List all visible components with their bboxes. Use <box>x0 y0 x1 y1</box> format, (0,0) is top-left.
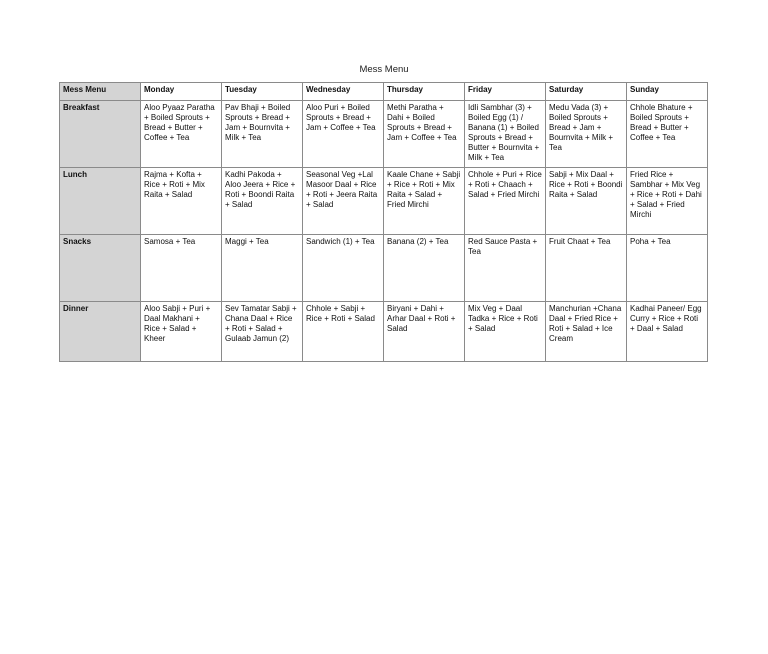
table-row-lunch <box>60 168 708 235</box>
table-row-dinner <box>60 302 708 362</box>
day-header-saturday: Saturday <box>546 83 627 101</box>
day-header-friday: Friday <box>465 83 546 101</box>
menu-cell: Kaale Chane + Sabji + Rice + Roti + Mix Raita + Salad + Fried Mirchi <box>384 168 465 235</box>
table-row-breakfast <box>60 101 708 168</box>
menu-cell: Red Sauce Pasta + Tea <box>465 235 546 302</box>
menu-cell: Mix Veg + Daal Tadka + Rice + Roti + Salad <box>465 302 546 362</box>
menu-cell: Kadhai Paneer/ Egg Curry + Rice + Roti + Daal + Salad <box>627 302 708 362</box>
menu-cell: Methi Paratha + Dahi + Boiled Sprouts + Bread + Jam + Coffee + Tea <box>384 101 465 168</box>
menu-cell: Sabji + Mix Daal + Rice + Roti + Boondi Raita + Salad <box>546 168 627 235</box>
menu-cell: Medu Vada (3) + Boiled Sprouts + Bread + Jam + Bournvita + Milk + Tea <box>546 101 627 168</box>
menu-cell: Aloo Puri + Boiled Sprouts + Bread + Jam + Coffee + Tea <box>303 101 384 168</box>
menu-cell: Fruit Chaat + Tea <box>546 235 627 302</box>
day-header-thursday: Thursday <box>384 83 465 101</box>
menu-cell: Sandwich (1) + Tea <box>303 235 384 302</box>
menu-cell: Biryani + Dahi + Arhar Daal + Roti + Salad <box>384 302 465 362</box>
header-row <box>60 83 708 101</box>
menu-cell: Chhole + Puri + Rice + Roti + Chaach + Salad + Fried Mirchi <box>465 168 546 235</box>
menu-cell: Seasonal Veg +Lal Masoor Daal + Rice + Roti + Jeera Raita + Salad <box>303 168 384 235</box>
day-header-wednesday: Wednesday <box>303 83 384 101</box>
day-header-sunday: Sunday <box>627 83 708 101</box>
menu-cell: Banana (2) + Tea <box>384 235 465 302</box>
meal-label-snacks: Snacks <box>60 235 141 302</box>
meal-label-breakfast: Breakfast <box>60 101 141 168</box>
table-row-snacks <box>60 235 708 302</box>
meal-label-dinner: Dinner <box>60 302 141 362</box>
menu-cell: Maggi + Tea <box>222 235 303 302</box>
menu-cell: Chhole Bhature + Boiled Sprouts + Bread + Butter + Coffee + Tea <box>627 101 708 168</box>
menu-cell: Chhole + Sabji + Rice + Roti + Salad <box>303 302 384 362</box>
menu-cell: Fried Rice + Sambhar + Mix Veg + Rice + Roti + Dahi + Salad + Fried Mirchi <box>627 168 708 235</box>
mess-menu-table <box>59 82 708 362</box>
menu-cell: Idli Sambhar (3) + Boiled Egg (1) / Banana (1) + Boiled Sprouts + Bread + Butter + Bournvita + Milk + Tea <box>465 101 546 168</box>
menu-cell: Kadhi Pakoda + Aloo Jeera + Rice + Roti + Boondi Raita + Salad <box>222 168 303 235</box>
menu-cell: Rajma + Kofta + Rice + Roti + Mix Raita + Salad <box>141 168 222 235</box>
day-header-tuesday: Tuesday <box>222 83 303 101</box>
meal-label-lunch: Lunch <box>60 168 141 235</box>
page-title: Mess Menu <box>359 64 409 75</box>
day-header-monday: Monday <box>141 83 222 101</box>
menu-cell: Poha + Tea <box>627 235 708 302</box>
menu-cell: Pav Bhaji + Boiled Sprouts + Bread + Jam + Bournvita + Milk + Tea <box>222 101 303 168</box>
menu-cell: Manchurian +Chana Daal + Fried Rice + Roti + Salad + Ice Cream <box>546 302 627 362</box>
menu-cell: Aloo Pyaaz Paratha + Boiled Sprouts + Bread + Butter + Coffee + Tea <box>141 101 222 168</box>
corner-header: Mess Menu <box>60 83 141 101</box>
menu-cell: Samosa + Tea <box>141 235 222 302</box>
menu-cell: Aloo Sabji + Puri + Daal Makhani + Rice + Salad + Kheer <box>141 302 222 362</box>
menu-cell: Sev Tamatar Sabji + Chana Daal + Rice + Roti + Salad + Gulaab Jamun (2) <box>222 302 303 362</box>
